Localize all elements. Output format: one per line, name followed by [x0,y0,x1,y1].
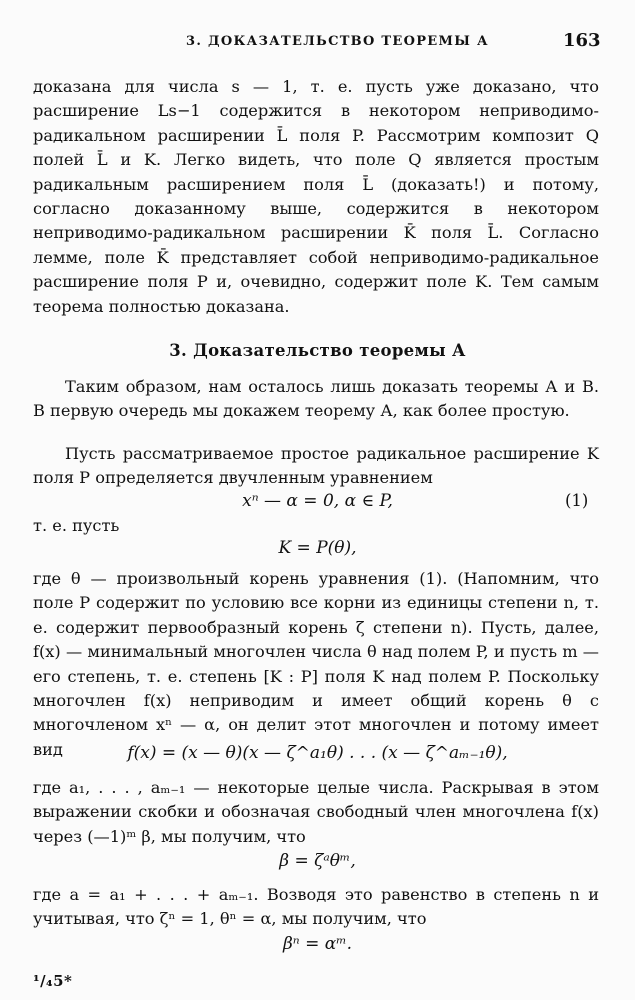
equation-3: f(x) = (x — θ)(x — ζ^a₁θ) . . . (x — ζ^aₘ₋₁θ), [127,743,508,763]
paragraph-main: где θ — произвольный корень уравнения (1). (Напомним, что поле P содержит по условию все корни из единицы степени n, т. е. содержит первообразный корень ζ степени n). Пусть, далее, f(x) — минимальный многочлен числа θ над полем P, и пусть m — его степень, т. е. степень [K : P] поля K над полем P. Поскольку многочлен f(x) неприводим и имеет общий корень θ с многочленом xⁿ — α, он делит этот многочлен и потому имеет вид [33,569,599,759]
paragraph-continued: доказана для числа s — 1, т. е. пусть уже доказано, что расширение Ls−1 содержится в некотором неприводимо-радикальном расширении L̄ поля P. Рассмотрим композит Q полей L̄ и K. Легко видеть, что поле Q является простым радикальным расширением поля L̄ (доказать!) и потому, согласно доказанному выше, содержится в некотором неприводимо-радикальном расширении K̄ поля L̄. Согласно лемме, поле K̄ представляет собой неприводимо-радикальное расширение поля P и, очевидно, содержит поле K. Тем самым теорема полностью доказана. [33,77,599,316]
section-heading: 3. Доказательство теоремы А [169,341,466,360]
page-number: 163 [563,30,601,51]
printer-signature: ¹/₄5* [33,972,73,990]
paragraph-final: где a = a₁ + . . . + aₘ₋₁. Возводя это равенство в степень n и учитывая, что ζⁿ = 1, θⁿ = α, мы получим, что [33,885,599,929]
paragraph-intro: Таким образом, нам осталось лишь доказать теоремы А и В. В первую очередь мы докажем теорему А, как более простую. [33,377,599,421]
equation-1: xⁿ — α = 0, α ∈ P, [242,491,393,511]
running-title: 3. ДОКАЗАТЕЛЬСТВО ТЕОРЕМЫ А [186,34,489,49]
paragraph-where: где a₁, . . . , aₘ₋₁ — некоторые целые числа. Раскрывая в этом выражении скобки и обозначая свободный член многочлена f(x) через (—1)ᵐ β, мы получим, что [33,778,599,846]
equation-4: β = ζᵃθᵐ, [279,851,356,871]
equation-2: K = P(θ), [278,538,357,558]
equation-1-number: (1) [565,491,589,510]
equation-5: βⁿ = αᵐ. [282,934,353,954]
paragraph-setup: Пусть рассматриваемое простое радикальное расширение K поля P определяется двучленным уравнением [33,444,599,488]
text-te-pust: т. е. пусть [33,516,120,535]
